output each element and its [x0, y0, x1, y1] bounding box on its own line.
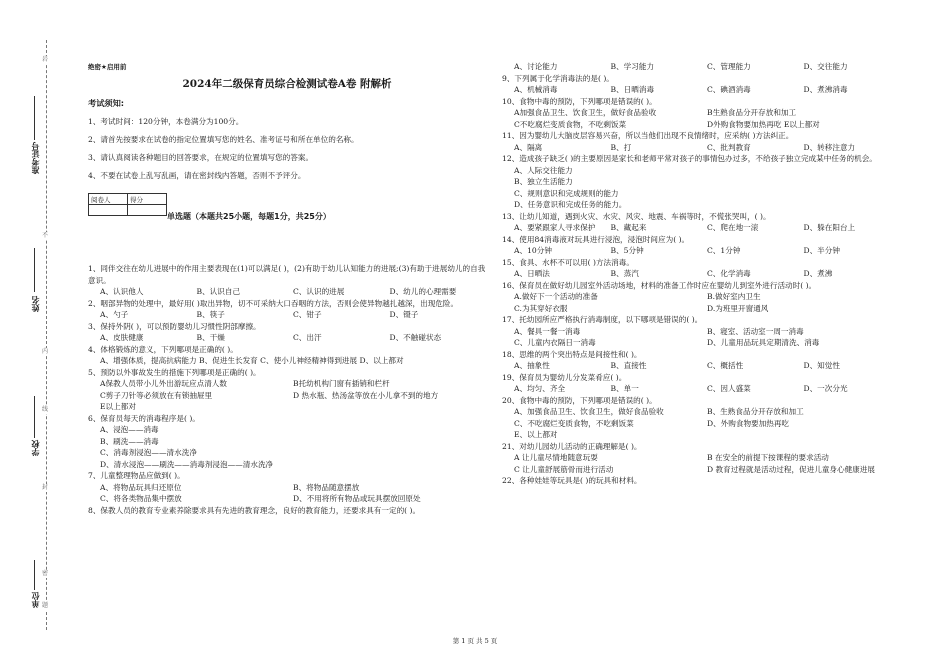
answer-option[interactable]: A、日晒法	[514, 269, 550, 278]
answer-option[interactable]: D、儿童用品玩具定期清洗、消毒	[707, 338, 820, 347]
margin-mark: 封	[42, 484, 49, 491]
score-cell-grader: 阅卷人	[89, 194, 128, 205]
answer-option[interactable]: B、日晒消毒	[610, 85, 655, 94]
question-text: 12、造成孩子缺乏( )的主要原因是家长和老师平常对孩子的事情包办过多，不给孩子独立完成某中任务的机会。	[502, 154, 877, 163]
answer-option[interactable]: C 让儿童舒展筋骨而进行活动	[514, 464, 614, 474]
seal-line	[46, 40, 47, 630]
answer-option[interactable]: D、煮沸消毒	[803, 85, 848, 94]
answer-option[interactable]: A、10分钟	[514, 246, 552, 255]
answer-option[interactable]: D.为班里开窗通风	[707, 303, 769, 313]
score-cell-empty[interactable]	[89, 205, 128, 216]
answer-option[interactable]: D、幼儿的心理需要	[389, 287, 457, 296]
answer-option[interactable]: C、爬在地一滚	[707, 223, 759, 232]
question-text: 3、保持外阴( )，可以预防婴幼儿习惯性阴部摩擦。	[88, 321, 261, 331]
answer-option[interactable]: B、学习能力	[610, 62, 655, 71]
answer-option[interactable]: B、刷洗——消毒	[100, 436, 159, 446]
notice-item: 4、不要在试卷上乱写乱画，请在密封线内答题，否则不予评分。	[88, 171, 306, 180]
answer-option[interactable]: B、生熟食品分开存放和加工	[707, 407, 804, 416]
question-text: 8、保教人员的教育专业素养除要求具有先进的教育理念，良好的教育能力，还要求具有一定的( )。	[88, 505, 421, 515]
answer-option[interactable]: D、躲在阳台上	[803, 223, 856, 232]
answer-option[interactable]: B、藏起来	[610, 223, 647, 232]
answer-option[interactable]: D 教育过程就是活动过程，促进儿童身心健康进展	[707, 464, 875, 474]
answer-option[interactable]: D、外购食物要加热再吃	[707, 418, 790, 428]
margin-mark: 内	[42, 348, 49, 355]
answer-option[interactable]: D、煮沸	[803, 269, 833, 278]
margin-label-zkzh: 准考证号	[31, 142, 40, 174]
answer-option[interactable]: C、概括性	[707, 361, 744, 370]
answer-option[interactable]: C、出汗	[293, 333, 322, 342]
question-item	[502, 349, 900, 372]
answer-option[interactable]: A.做好下一个活动的准备	[514, 292, 598, 301]
answer-option[interactable]: A加强食品卫生、饮食卫生，做好食品验收	[514, 108, 657, 117]
answer-option[interactable]: B、打	[610, 142, 632, 152]
answer-option[interactable]: A、将物品玩具归还原位	[100, 482, 182, 492]
margin-top-mark: 岩	[42, 56, 49, 63]
answer-option[interactable]: D、交往能力	[803, 62, 848, 71]
question-item	[502, 257, 900, 280]
question-text: 22、各种娃娃等玩具是( )的玩具和材料。	[502, 476, 642, 485]
question-item	[502, 395, 900, 430]
answer-option[interactable]: E以上都对	[100, 402, 136, 411]
section-heading: 单选题（本题共25小题，每题1分，共25分）	[167, 212, 331, 221]
answer-option[interactable]: A、皮肤健康	[100, 333, 144, 342]
answer-option[interactable]: D、任务意识和完成任务的能力。	[514, 200, 627, 209]
answer-option[interactable]: D外购食物要加热再吃 E以上都对	[707, 119, 820, 129]
question-item	[502, 153, 900, 211]
question-item	[502, 372, 900, 395]
answer-option[interactable]: A、认识他人	[100, 287, 144, 296]
question-item	[502, 280, 900, 315]
answer-option[interactable]: B.做好室内卫生	[707, 292, 761, 301]
answer-option[interactable]: B托幼机构门窗有插销和栏杆	[293, 379, 390, 388]
answer-option[interactable]: C、钳子	[293, 310, 322, 319]
question-item	[88, 367, 486, 402]
field-underline	[34, 396, 35, 438]
page-footer: 第 1 页 共 5 页	[452, 637, 498, 645]
answer-option[interactable]: C、碘酒消毒	[707, 85, 751, 94]
question-text: 7、儿童整理物品应做到( )。	[88, 471, 185, 480]
answer-option[interactable]: C、化学消毒	[707, 269, 751, 278]
answer-option[interactable]: A保教人员带小儿外出游玩应点清人数	[100, 379, 227, 388]
answer-option[interactable]: A、增强体质，提高抗病能力 B、促进生长发育 C、使小儿神经精神得到进展 D、以上都对	[100, 356, 404, 365]
answer-option[interactable]: D、镊子	[389, 310, 419, 319]
answer-option[interactable]: B、5分钟	[610, 246, 644, 255]
question-text: 11、因为婴幼儿大脑皮层容易兴奋，所以当他们出现不良情绪时，应采纳( )方法纠正。	[502, 131, 794, 140]
question-text: 5、预防以外事故发生的措施下列哪项是正确的( )。	[88, 367, 261, 377]
question-text: 9、下列属于化学消毒法的是( )。	[502, 73, 614, 83]
margin-label-xm: 姓名	[31, 296, 40, 312]
answer-option[interactable]: A、浸泡——消毒	[100, 425, 159, 434]
question-text: 2、咽部异物的处理中，最好用( )取出异物，切不可采纳大口吞咽的方法，否则会使异物越扎越深，出现危险。	[88, 298, 459, 308]
question-text: 18、思维的两个突出特点是间接性和( )。	[502, 349, 642, 359]
answer-option[interactable]: A、人际交往能力	[514, 165, 573, 175]
answer-option[interactable]: C、将各类物品集中摆放	[100, 494, 182, 503]
question-item	[502, 130, 900, 153]
question-item	[502, 73, 900, 96]
question-text: 1、同伴交往在幼儿进展中的作用主要表现在(1)可以满足( )，(2)有助于幼儿认知能力的进展;(3)有助于进展幼儿的自我意识。	[88, 264, 486, 285]
field-underline	[34, 248, 35, 292]
answer-option[interactable]: C、儿童内衣隔日一消毒	[514, 338, 596, 347]
score-cell-empty[interactable]	[128, 205, 167, 216]
answer-option[interactable]: C、1分钟	[707, 246, 741, 255]
answer-option[interactable]: A、讨论能力	[514, 62, 558, 71]
answer-option[interactable]: C、认识的进展	[293, 287, 345, 296]
question-text: 4、体格锻炼的意义，下列哪项是正确的( )。	[88, 344, 238, 354]
question-item	[502, 441, 900, 476]
margin-label-xx: 学校	[31, 440, 40, 456]
question-text: 15、食具、水杯不可以用( )方法消毒。	[502, 257, 634, 267]
answer-option[interactable]: C.为其穿好衣服	[514, 303, 568, 313]
notice-list	[88, 116, 486, 188]
question-column-left	[88, 263, 486, 516]
question-item	[502, 61, 900, 73]
answer-option[interactable]: A、勺子	[100, 310, 129, 319]
answer-option[interactable]: C、不吃腐烂变质食物，不吃剩饭菜	[514, 418, 634, 428]
answer-option[interactable]: A、均匀、齐全	[514, 384, 566, 393]
question-item	[502, 211, 900, 234]
field-underline	[34, 96, 35, 140]
question-text: 21、对幼儿园幼儿活动的正确理解是( )。	[502, 441, 642, 451]
question-text: 14、使用84消毒液对玩具进行浸泡，浸泡时间应为( )。	[502, 234, 690, 244]
notice-heading: 考试须知:	[88, 98, 125, 108]
answer-option[interactable]: B、独立生活能力	[514, 177, 573, 186]
notice-item: 1、考试时间：120分钟，本卷满分为100分。	[88, 117, 244, 126]
question-item	[502, 96, 900, 131]
question-item	[502, 314, 900, 349]
answer-option[interactable]: D 热水瓶、热汤盆等放在小儿拿不到的地方	[293, 390, 439, 400]
notice-item: 2、请首先按要求在试卷的指定位置填写您的姓名、准考证号和所在单位的名称。	[88, 135, 359, 144]
question-text: 10、食物中毒的预防，下列哪项是错误的( )。	[502, 96, 657, 106]
answer-option[interactable]: C、消毒剂浸泡——清水洗净	[100, 448, 197, 457]
question-item	[88, 401, 486, 413]
answer-option[interactable]: C、规则意识和完成规则的能力	[514, 188, 619, 198]
answer-option[interactable]: C、管理能力	[707, 62, 751, 71]
score-cell-score: 得分	[128, 194, 167, 205]
secret-label: 绝密★启用前	[88, 63, 127, 71]
answer-option[interactable]: D、转移注意力	[803, 142, 856, 152]
question-item	[88, 470, 486, 505]
answer-option[interactable]: B 在安全的前提下按课程的要求活动	[707, 453, 829, 462]
question-text: 17、托幼园所应严格执行消毒制度，以下哪项是错误的( )。	[502, 315, 703, 324]
answer-option[interactable]: D、清水浸泡——刷洗——消毒剂浸泡——清水洗净	[100, 459, 274, 469]
answer-option[interactable]: D、不用将所有物品或玩具摆放回原处	[293, 494, 421, 503]
answer-option[interactable]: A、机械消毒	[514, 85, 558, 94]
answer-option[interactable]: A 让儿童尽情地随意玩耍	[514, 453, 598, 462]
question-item	[88, 505, 486, 517]
answer-option[interactable]: A、餐具一餐一消毒	[514, 326, 581, 336]
answer-option[interactable]: B、认识自己	[196, 287, 241, 296]
answer-option[interactable]: B、直接性	[610, 361, 647, 370]
notice-item: 3、请认真阅读各种题目的回答要求，在规定的位置填写您的答案。	[88, 153, 314, 162]
answer-option[interactable]: A、抽象性	[514, 361, 550, 370]
answer-option[interactable]: D、一次分光	[803, 384, 848, 393]
question-item	[502, 475, 900, 487]
question-item	[88, 413, 486, 471]
page-title: 2024年二级保育员综合检测试卷A卷 附解析	[182, 78, 392, 90]
score-table	[88, 193, 167, 216]
answer-option[interactable]: A、隔离	[514, 142, 543, 152]
answer-option[interactable]: B、干燥	[196, 333, 225, 342]
answer-option[interactable]: E、以上都对	[514, 430, 558, 439]
field-underline	[34, 560, 35, 590]
answer-option[interactable]: B、筷子	[196, 310, 225, 319]
answer-option[interactable]: C不吃腐烂变质食物，不吃剩饭菜	[514, 119, 627, 129]
answer-option[interactable]: B、蒸汽	[610, 269, 639, 278]
question-item	[88, 263, 486, 298]
question-text: 20、食物中毒的预防，下列哪项是错误的( )。	[502, 395, 657, 405]
answer-option[interactable]: C剪子刀针等必须放在有锁抽屉里	[100, 390, 213, 400]
answer-option[interactable]: D、知觉性	[803, 361, 840, 370]
question-text: 13、让幼儿知道，遇到火灾、水灾、风灾、地震、车祸等时，不慌张哭叫，( )。	[502, 211, 771, 221]
question-item	[502, 429, 900, 441]
binding-margin	[0, 0, 62, 671]
margin-mark: 题	[42, 602, 49, 609]
answer-option[interactable]: B、单一	[610, 384, 639, 393]
question-text: 6、保育员每天的消毒程序是( )。	[88, 413, 200, 423]
question-item	[88, 344, 486, 367]
margin-mark: 密	[42, 570, 49, 577]
question-text: 19、保育员为婴幼儿分发菜肴应( )。	[502, 372, 627, 382]
question-item	[88, 321, 486, 344]
answer-option[interactable]: C、批判教育	[707, 142, 751, 152]
answer-option[interactable]: D、半分钟	[803, 246, 840, 255]
question-text: 16、保育员在做好幼儿园室外活动场地，材料的准备工作时应在婴幼儿到室外进行活动时( )。	[502, 280, 817, 290]
question-item	[502, 234, 900, 257]
answer-option[interactable]: C、因人盛菜	[707, 384, 751, 393]
answer-option[interactable]: B、将物品随意摆放	[293, 482, 360, 492]
answer-option[interactable]: A、要紧跟家人寻求保护	[514, 223, 596, 232]
answer-option[interactable]: B、寝室、活动室一周一消毒	[707, 326, 804, 336]
margin-label-dw: 单位	[31, 592, 40, 608]
answer-option[interactable]: D、不触碰状态	[389, 333, 442, 342]
answer-option[interactable]: A、加强食品卫生、饮食卫生，做好食品验收	[514, 407, 664, 416]
question-column-right	[502, 61, 900, 487]
question-item	[88, 298, 486, 321]
answer-option[interactable]: B生熟食品分开存放和加工	[707, 108, 797, 117]
margin-mark: 线	[42, 406, 49, 413]
margin-mark: 不	[42, 232, 49, 239]
